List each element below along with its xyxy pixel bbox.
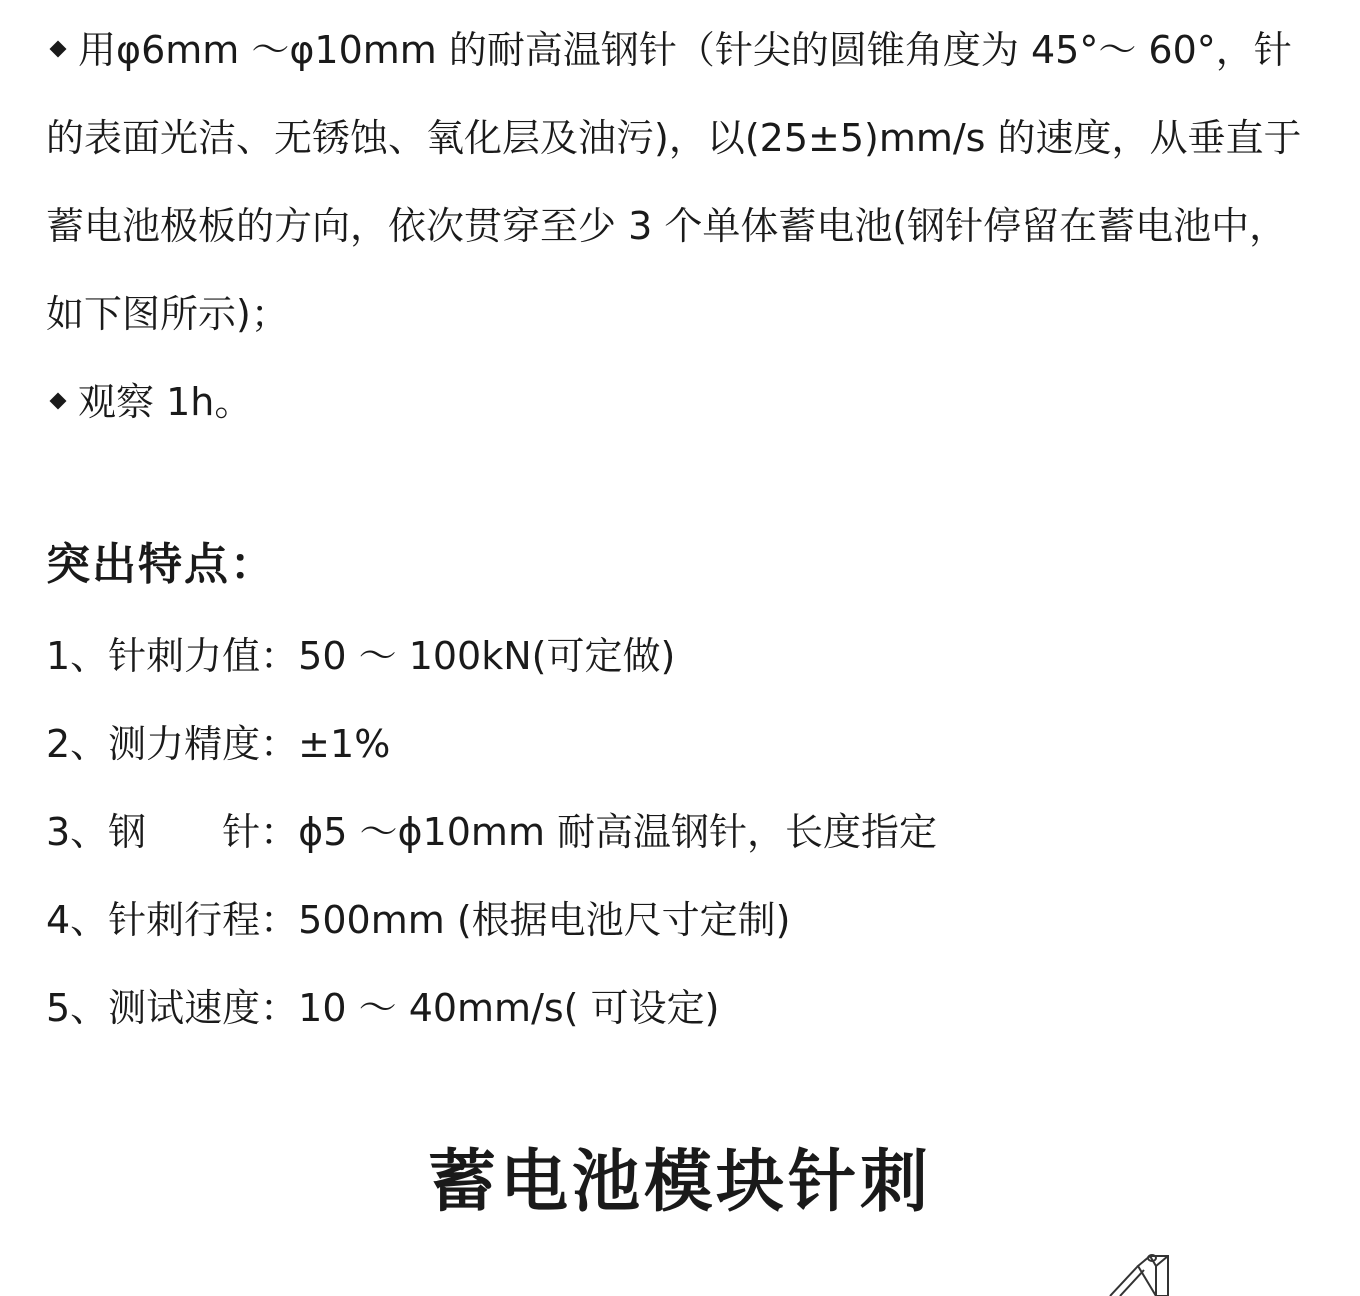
features-heading: 突出特点： <box>46 539 276 590</box>
procedure-step-1-text: 用φ6mm ～φ10mm 的耐高温钢针（针尖的圆锥角度为 45°～ 60°，针的表面光洁、无锈蚀、氧化层及油污)，以(25±5)mm/s 的速度，从垂直于蓄电池极板的方向，依次贯穿至少 3 个单体蓄电池(钢针停留在蓄电池中，如下图所示)； <box>46 28 1302 336</box>
procedure-step-2 <box>46 358 1318 446</box>
procedure-step-2-text: 观察 1h。 <box>78 380 253 424</box>
needle-holder-outline <box>1110 1255 1168 1296</box>
feature-item-2: 2、测力精度：±1% <box>46 722 391 766</box>
feature-item-5: 5、测试速度：10 ～ 40mm/s( 可设定) <box>46 986 720 1030</box>
section-title: 蓄电池模块针刺 <box>427 1143 932 1222</box>
diamond-bullet-icon <box>50 393 67 410</box>
test-procedure <box>46 6 1318 446</box>
diamond-bullet-icon <box>50 41 67 58</box>
procedure-step-1 <box>46 6 1318 358</box>
needle-illustration <box>1090 1248 1180 1296</box>
feature-item-3: 3、钢 针：ϕ5 ～ϕ10mm 耐高温钢针，长度指定 <box>46 810 938 854</box>
feature-item-4: 4、针刺行程：500mm (根据电池尺寸定制) <box>46 898 791 942</box>
features-list <box>46 612 937 1052</box>
feature-item-1: 1、针刺力值：50 ～ 100kN(可定做) <box>46 634 676 678</box>
